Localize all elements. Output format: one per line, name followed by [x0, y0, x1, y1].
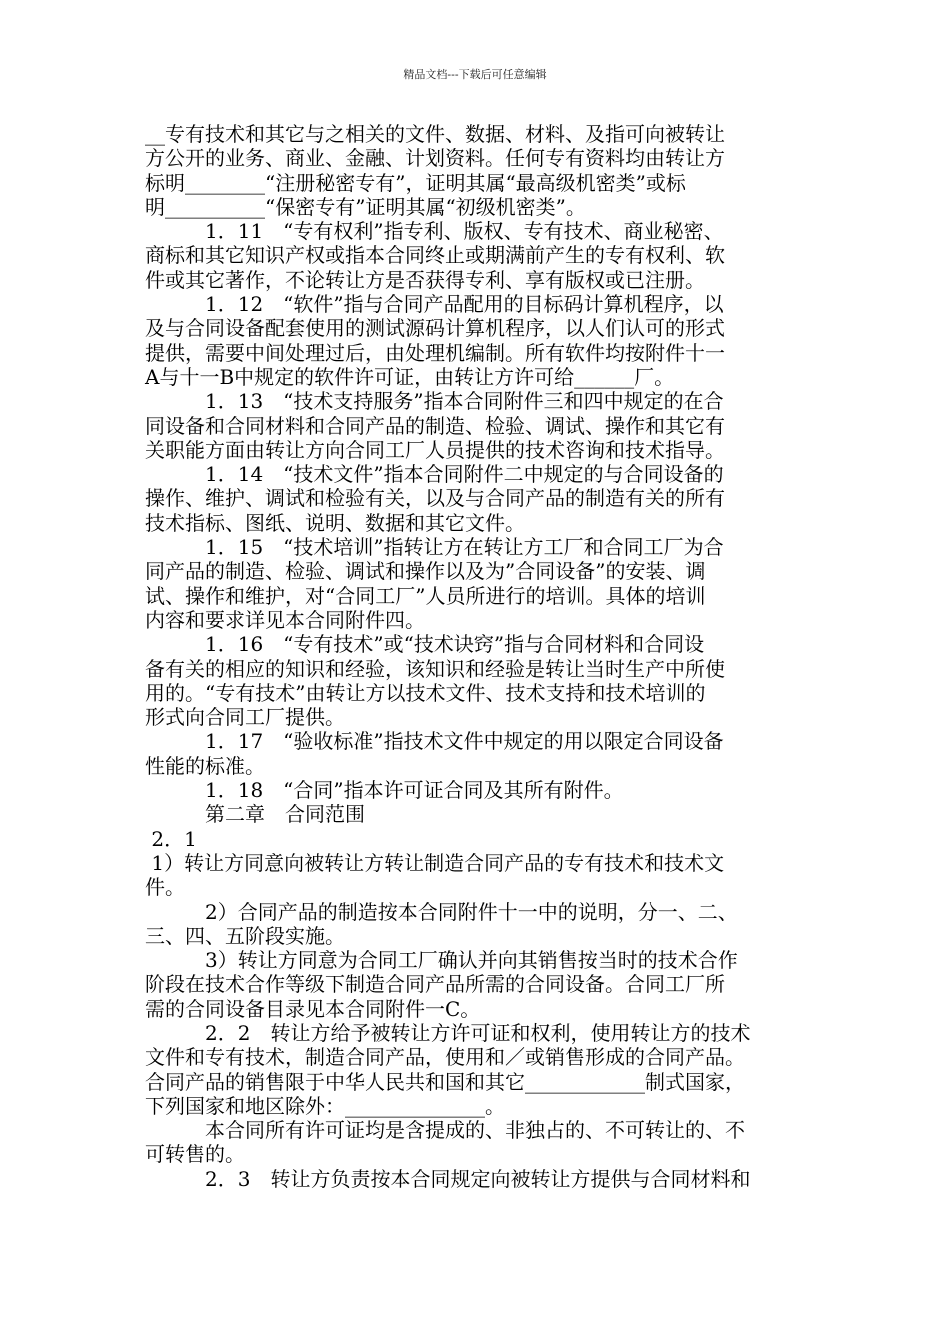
text-line: 用的。“专有技术”由转让方以技术文件、技术支持和技术培训的: [145, 680, 706, 705]
text-line: 2．2 转让方给予被转让方许可证和权利，使用转让方的技术: [145, 1020, 751, 1045]
page-header: 精品文档---下载后可任意编辑: [403, 68, 547, 81]
text-line: 件。: [145, 875, 185, 900]
text-line: 操作、维护、调试和检验有关，以及与合同产品的制造有关的所有: [145, 486, 725, 511]
text-line: 1．15 “技术培训”指转让方在转让方工厂和合同工厂为合: [145, 535, 724, 560]
document-body: [145, 122, 813, 1191]
text-line: 1．14 “技术文件”指本合同附件二中规定的与合同设备的: [145, 462, 724, 487]
text-line: 性能的标准。: [145, 753, 265, 778]
text-line: 需的合同设备目录见本合同附件一C。: [145, 996, 481, 1021]
text-line: 2）合同产品的制造按本合同附件十一中的说明，分一、二、: [145, 899, 738, 924]
text-line: 商标和其它知识产权或指本合同终止或期满前产生的专有权利、软: [145, 243, 725, 268]
text-line: 1．17 “验收标准”指技术文件中规定的用以限定合同设备: [145, 729, 724, 754]
text-line: 明__________“保密专有”证明其属“初级机密类”。: [145, 194, 586, 219]
text-line: 1）转让方同意向被转让方转让制造合同产品的专有技术和技术文: [145, 850, 725, 875]
text-line: __专有技术和其它与之相关的文件、数据、材料、及指可向被转让: [145, 122, 725, 146]
text-line: 1．12 “软件”指与合同产品配用的目标码计算机程序，以: [145, 292, 724, 317]
text-line: 同设备和合同材料和合同产品的制造、检验、调试、操作和其它有: [145, 413, 725, 438]
text-line: 阶段在技术合作等级下制造合同产品所需的合同设备。合同工厂所: [145, 972, 725, 997]
text-line: 1．16 “专有技术”或“技术诀窍”指与合同材料和合同设: [145, 632, 705, 657]
text-line: 试、操作和维护，对“合同工厂”人员所进行的培训。具体的培训: [145, 583, 706, 608]
text-line: 方公开的业务、商业、金融、计划资料。任何专有资料均由转让方: [145, 146, 725, 171]
text-line: 1．11 “专有权利”指专利、版权、专有技术、商业秘密、: [145, 219, 724, 244]
text-line: 可转售的。: [145, 1142, 245, 1167]
text-line: A与十一B中规定的软件许可证，由转让方许可给______厂。: [145, 364, 675, 389]
text-line: 及与合同设备配套使用的测试源码计算机程序，以人们认可的形式: [145, 316, 725, 341]
text-line: 2．3 转让方负责按本合同规定向被转让方提供与合同材料和: [145, 1166, 751, 1191]
text-line: 2．1: [145, 826, 197, 851]
text-line: 下列国家和地区除外：______________。: [145, 1093, 505, 1118]
text-line: 三、四、五阶段实施。: [145, 923, 345, 948]
text-line: 件或其它著作，不论转让方是否获得专利、享有版权或已注册。: [145, 267, 705, 292]
text-line: 提供，需要中间处理过后，由处理机编制。所有软件均按附件十一: [145, 340, 725, 365]
text-line: 合同产品的销售限于中华人民共和国和其它____________制式国家，: [145, 1069, 745, 1094]
text-line: 同产品的制造、检验、调试和操作以及为”合同设备”的安装、调: [145, 559, 706, 584]
text-line: 关职能方面由转让方向合同工厂人员提供的技术咨询和技术指导。: [145, 437, 725, 462]
text-line: 技术指标、图纸、说明、数据和其它文件。: [145, 510, 525, 535]
text-line: 内容和要求详见本合同附件四。: [145, 607, 425, 632]
text-line: 文件和专有技术，制造合同产品，使用和／或销售形成的合同产品。: [145, 1045, 745, 1070]
text-line: 标明________“注册秘密专有”，证明其属“最高级机密类”或标: [145, 170, 686, 195]
text-line: 备有关的相应的知识和经验，该知识和经验是转让当时生产中所使: [145, 656, 725, 681]
text-line: 本合同所有许可证均是含提成的、非独占的、不可转让的、不: [145, 1118, 745, 1143]
text-line: 1．13 “技术支持服务”指本合同附件三和四中规定的在合: [145, 389, 724, 414]
text-line: 第二章 合同范围: [145, 802, 365, 827]
text-line: 3）转让方同意为合同工厂确认并向其销售按当时的技术合作: [145, 948, 738, 973]
text-line: 1．18 “合同”指本许可证合同及其所有附件。: [145, 778, 624, 803]
text-line: 形式向合同工厂提供。: [145, 705, 345, 730]
